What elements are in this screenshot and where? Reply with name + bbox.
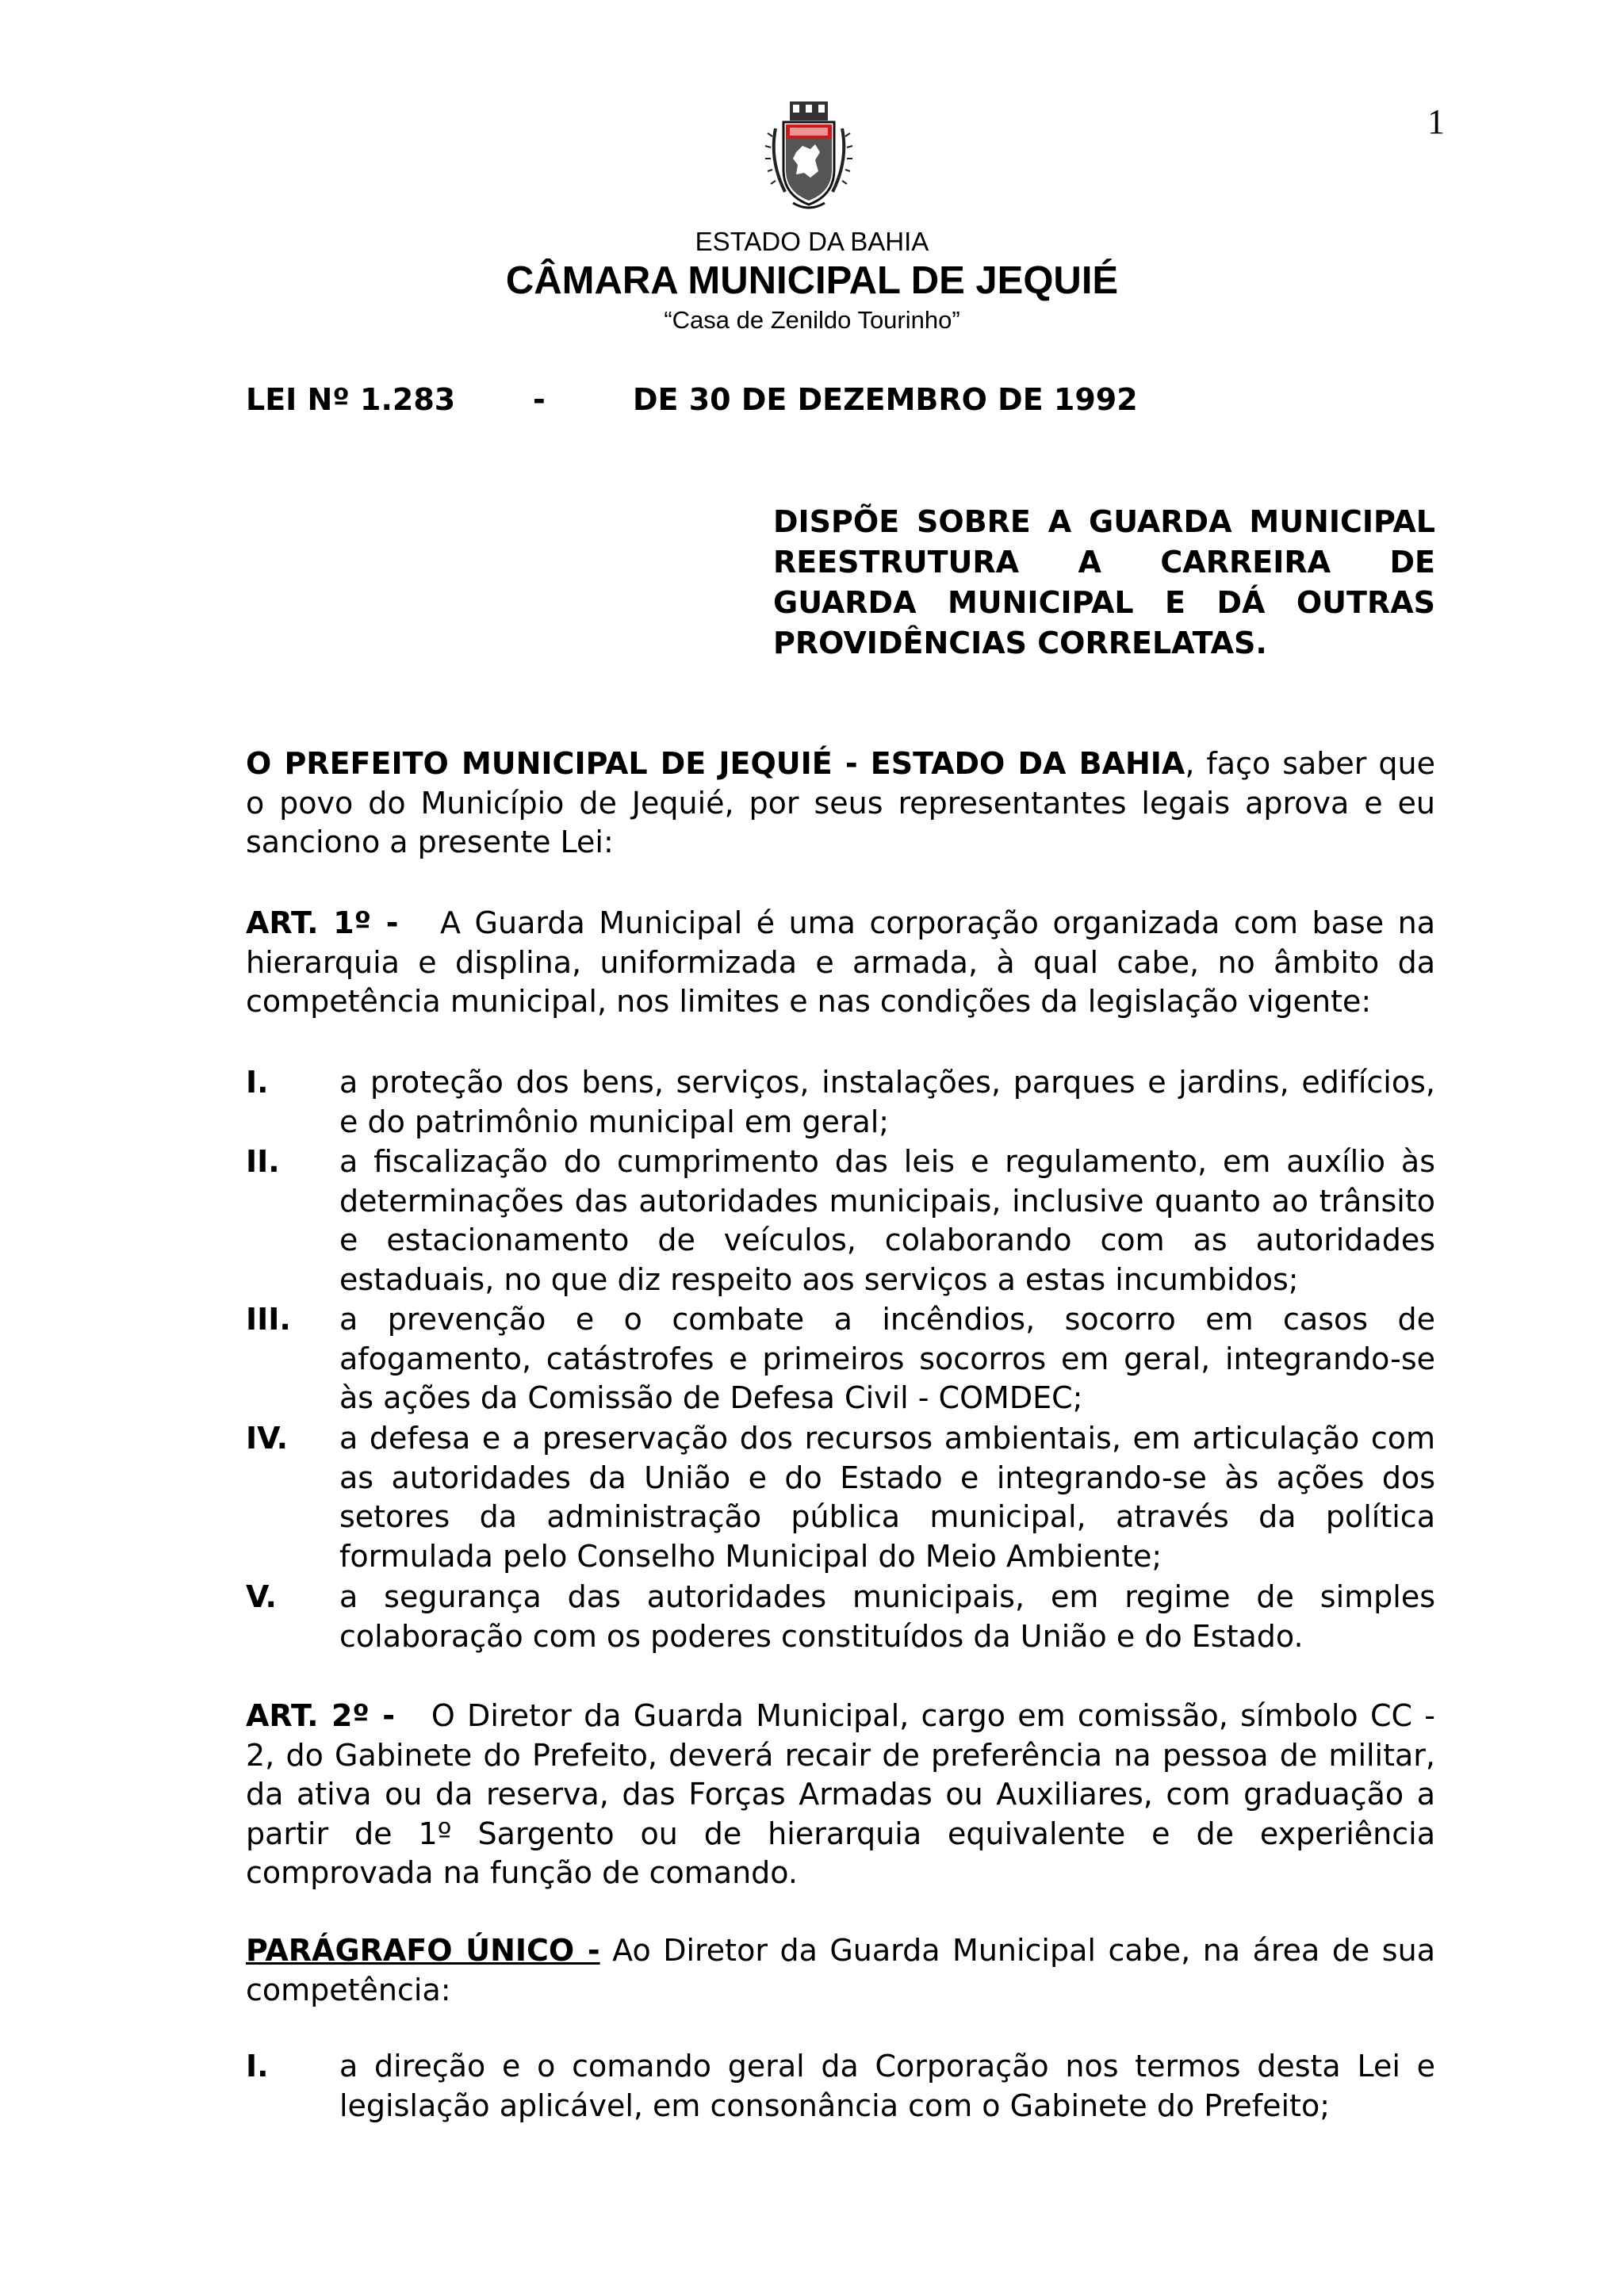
summary-line: DISPÕE SOBRE A GUARDA MUNICIPAL — [773, 504, 1435, 539]
sole-paragraph — [246, 1931, 1435, 2010]
article-1 — [246, 904, 1435, 1022]
sole-paragraph-text: Ao Diretor da Guarda Municipal cabe, na área de sua competência: — [246, 1933, 1435, 2007]
item-number: II. — [246, 1144, 280, 1179]
law-summary — [773, 502, 1435, 664]
item-text: a fiscalização do cumprimento das leis e regulamento, em auxílio às determinações das autoridades municipais, inclusive quanto ao trânsito e estacionamento de veículos, colaborando com as autoridades estaduais, no que diz respeito aos serviços a estas incumbidos; — [339, 1144, 1435, 1297]
chamber-motto: “Casa de Zenildo Tourinho” — [664, 306, 960, 334]
item-text: a defesa e a preservação dos recursos ambientais, em articulação com as autoridades da União e do Estado e integrando-se às ações dos setores da administração pública municipal, através da política formulada pelo Conselho Municipal do Meio Ambiente; — [339, 1421, 1435, 1574]
item-number: I. — [246, 1065, 269, 1100]
item-number: V. — [246, 1579, 277, 1614]
preamble — [246, 744, 1435, 863]
municipal-coat-of-arms-icon — [761, 97, 856, 216]
sole-paragraph-label: PARÁGRAFO ÚNICO - — [246, 1933, 600, 1968]
law-separator: - — [533, 382, 546, 417]
item-number: I. — [246, 2049, 269, 2084]
preamble-text: , faço saber que o povo do Município de Jequié, por seus representantes legais aprova e eu sanciono a presente Lei: — [246, 746, 1435, 859]
article-2-text: O Diretor da Guarda Municipal, cargo em comissão, símbolo CC - 2, do Gabinete do Prefeito, deverá recair de preferência na pessoa de militar, da ativa ou da reserva, das Forças Armadas ou Auxiliares, com graduação a partir de 1º Sargento ou de hierarquia equivalente e de experiência comprovada na função de comando. — [246, 1698, 1436, 1890]
summary-line: PROVIDÊNCIAS CORRELATAS. — [773, 626, 1267, 660]
item-number: III. — [246, 1302, 291, 1337]
item-number: IV. — [246, 1421, 289, 1456]
preamble-mayor: O PREFEITO MUNICIPAL DE JEQUIÉ - ESTADO DA BAHIA — [246, 746, 1185, 781]
article-1-text: A Guarda Municipal é uma corporação organizada com base na hierarquia e displina, uniformizada e armada, à qual cabe, no âmbito da competência municipal, nos limites e nas condições da legislação vigente: — [246, 905, 1435, 1019]
page-number: 1 — [1427, 102, 1445, 141]
state-name: ESTADO DA BAHIA — [695, 227, 929, 256]
summary-line: REESTRUTURA A CARREIRA DE — [773, 545, 1435, 580]
item-text: a proteção dos bens, serviços, instalações, parques e jardins, edifícios, e do patrimônio municipal em geral; — [339, 1065, 1435, 1139]
item-text: a segurança das autoridades municipais, em regime de simples colaboração com os poderes constituídos da União e do Estado. — [339, 1579, 1435, 1654]
law-date: DE 30 DE DEZEMBRO DE 1992 — [633, 382, 1138, 417]
article-2-label: ART. 2º - — [246, 1698, 396, 1733]
item-text: a prevenção e o combate a incêndios, socorro em casos de afogamento, catástrofes e primeiros socorros em geral, integrando-se às ações da Comissão de Defesa Civil - COMDEC; — [339, 1302, 1435, 1415]
article-2 — [246, 1697, 1435, 1893]
summary-line: GUARDA MUNICIPAL E DÁ OUTRAS — [773, 585, 1435, 620]
chamber-name: CÂMARA MUNICIPAL DE JEQUIÉ — [505, 259, 1119, 302]
article-1-label: ART. 1º - — [246, 905, 399, 940]
law-number: LEI Nº 1.283 — [246, 382, 456, 417]
item-text: a direção e o comando geral da Corporação nos termos desta Lei e legislação aplicável, em consonância com o Gabinete do Prefeito; — [339, 2049, 1435, 2123]
